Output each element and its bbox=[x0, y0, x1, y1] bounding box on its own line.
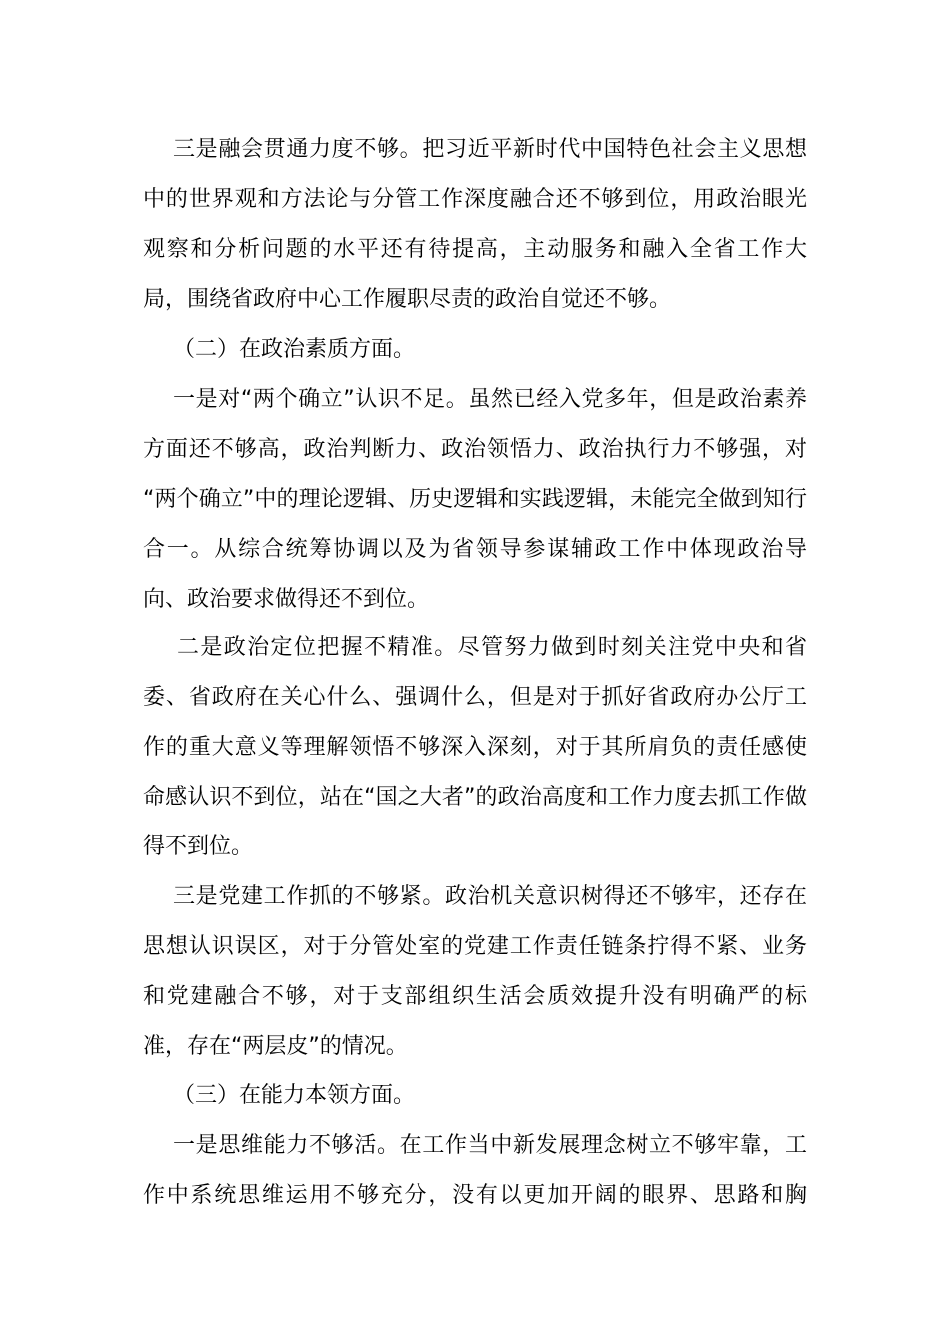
paragraph-line: 三是党建工作抓的不够紧。政治机关意识树得还不够牢，还存在 bbox=[173, 884, 807, 909]
paragraph-line: 命感认识不到位，站在“国之大者”的政治高度和工作力度去抓工作做 bbox=[143, 785, 807, 810]
paragraph-line: 向、政治要求做得还不到位。 bbox=[143, 587, 430, 612]
paragraph-line: 方面还不够高，政治判断力、政治领悟力、政治执行力不够强，对 bbox=[143, 437, 807, 462]
paragraph-line: 三是融会贯通力度不够。把习近平新时代中国特色社会主义思想 bbox=[173, 137, 807, 162]
paragraph-line: 得不到位。 bbox=[143, 834, 254, 859]
paragraph-line: 思想认识误区，对于分管处室的党建工作责任链条拧得不紧、业务 bbox=[143, 934, 807, 959]
section-heading: （二）在政治素质方面。 bbox=[173, 337, 416, 362]
paragraph-line: “两个确立”中的理论逻辑、历史逻辑和实践逻辑，未能完全做到知行 bbox=[143, 487, 807, 512]
section-heading: （三）在能力本领方面。 bbox=[173, 1083, 416, 1108]
paragraph-line: 委、省政府在关心什么、强调什么，但是对于抓好省政府办公厅工 bbox=[143, 685, 807, 710]
paragraph-line: 局，围绕省政府中心工作履职尽责的政治自觉还不够。 bbox=[143, 287, 672, 312]
paragraph-line: 中的世界观和方法论与分管工作深度融合还不够到位，用政治眼光 bbox=[143, 187, 807, 212]
paragraph-line: 作的重大意义等理解领悟不够深入深刻，对于其所肩负的责任感使 bbox=[143, 735, 807, 760]
paragraph-line: 观察和分析问题的水平还有待提高，主动服务和融入全省工作大 bbox=[143, 237, 807, 262]
paragraph-line: 一是思维能力不够活。在工作当中新发展理念树立不够牢靠，工 bbox=[173, 1133, 807, 1158]
paragraph-line: 和党建融合不够，对于支部组织生活会质效提升没有明确严的标 bbox=[143, 984, 807, 1009]
paragraph-line: 作中系统思维运用不够充分，没有以更加开阔的眼界、思路和胸 bbox=[143, 1183, 807, 1208]
paragraph-line: 一是对“两个确立”认识不足。虽然已经入党多年，但是政治素养 bbox=[173, 387, 807, 412]
paragraph-line: 二是政治定位把握不精准。尽管努力做到时刻关注党中央和省 bbox=[177, 635, 807, 660]
paragraph-line: 准，存在“两层皮”的情况。 bbox=[143, 1034, 408, 1059]
paragraph-line: 合一。从综合统筹协调以及为省领导参谋辅政工作中体现政治导 bbox=[143, 537, 807, 562]
